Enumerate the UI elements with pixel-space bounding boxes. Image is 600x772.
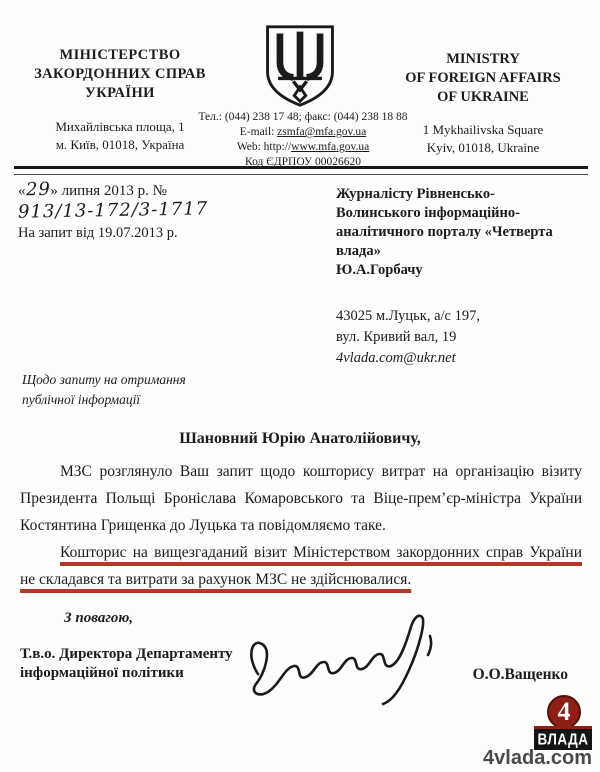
subject-block (22, 370, 262, 410)
closing-phrase: З повагою, (64, 610, 134, 626)
vlada-logo-word: ВЛАДА (537, 730, 589, 749)
web-label: Web: http:// (236, 141, 292, 153)
letter-body (20, 458, 582, 593)
recipient-line: Волинського інформаційно- (336, 205, 520, 221)
email-address: zsmfa@mfa.gov.ua (277, 126, 367, 138)
salutation: Шановний Юрію Анатолійовичу, (179, 430, 421, 447)
signer-title (20, 645, 233, 683)
letterhead-divider-rule (14, 166, 588, 175)
email-label: E-mail: (239, 126, 278, 138)
signer-name: О.О.Ващенко (472, 666, 568, 683)
ministry-name-en (382, 50, 584, 107)
recipient-line: влада» (336, 243, 381, 259)
handwritten-signature (244, 610, 439, 712)
recipient-line: Журналісту Рівненсько- (336, 186, 495, 202)
recipient-address-line: вул. Кривий вал, 19 (336, 329, 457, 345)
recipient-address (336, 306, 588, 369)
ministry-address-en-line: 1 Mykhailivska Square (422, 122, 544, 137)
phone-fax-line: Тел.: (044) 238 17 48; факс: (044) 238 18 88 (198, 111, 408, 123)
subject-line: публічної інформації (22, 392, 141, 407)
ukraine-trident-emblem-icon (260, 24, 340, 108)
handwritten-ref-number: 913/13-172/3-1717 (17, 198, 209, 223)
ministry-name-en-line: OF UKRAINE (437, 89, 529, 105)
signer-title-line: Т.в.о. Директора Департаменту (20, 646, 233, 662)
vlada-site-watermark: 4vlada.com (483, 747, 592, 769)
subject-line: Щодо запиту на отримання (22, 372, 186, 387)
quote-open: « (18, 183, 26, 199)
web-address: www.mfa.gov.ua (291, 141, 370, 153)
recipient-email: 4vlada.com@ukr.net (336, 350, 456, 366)
handwritten-day: 29 (25, 178, 51, 201)
date-number-line (18, 179, 338, 221)
reference-block (18, 179, 338, 242)
ministry-name-ua-line: ЗАКОРДОННИХ СПРАВ (34, 66, 206, 82)
ministry-address-en-line: Kyiv, 01018, Ukraine (426, 140, 540, 155)
ministry-address-ua-line: м. Київ, 01018, Україна (55, 137, 185, 152)
vlada-logo-digit: 4 (557, 697, 571, 726)
letterhead-right-block (382, 50, 584, 157)
ministry-name-ua-line: МІНІСТЕРСТВО (59, 47, 181, 63)
body-paragraph-1: МЗС розглянуло Ваш запит щодо кошторису витрат на організацію візиту Президента Польщі Броніслава Комаровського та Віце-прем’єр-міністра України Костянтина Грищенка до Луцька та повідомляємо таке. (20, 463, 582, 534)
ministry-name-ua-line: УКРАЇНИ (85, 85, 155, 101)
ministry-name-en-line: MINISTRY (446, 51, 520, 67)
date-text: » липня 2013 р. № (50, 183, 167, 199)
edrpou-line: Код ЄДРПОУ 00026620 (244, 156, 362, 168)
recipient-address-line: 43025 м.Луцьк, а/с 197, (336, 308, 480, 324)
body-paragraph-2 (20, 539, 582, 593)
red-underlined-statement: Кошторис на вищезгаданий візит Міністерством закордонних справ України не складався та витрати за рахунок МЗС не здійснювалися. (20, 544, 582, 588)
recipient-line: аналітичного порталу «Четверта (336, 224, 553, 240)
ministry-name-en-line: OF FOREIGN AFFAIRS (405, 70, 561, 86)
ministry-address-ua-line: Михайлівська площа, 1 (55, 119, 185, 134)
ministry-name-ua (16, 46, 224, 103)
recipient-name: Ю.А.Горбачу (336, 262, 423, 278)
recipient-block (336, 185, 588, 369)
vlada-logo-circle (547, 695, 581, 729)
request-date-line: На запит від 19.07.2013 р. (18, 225, 178, 241)
ministry-address-en (382, 121, 584, 157)
signer-title-line: інформаційної політики (20, 665, 184, 681)
